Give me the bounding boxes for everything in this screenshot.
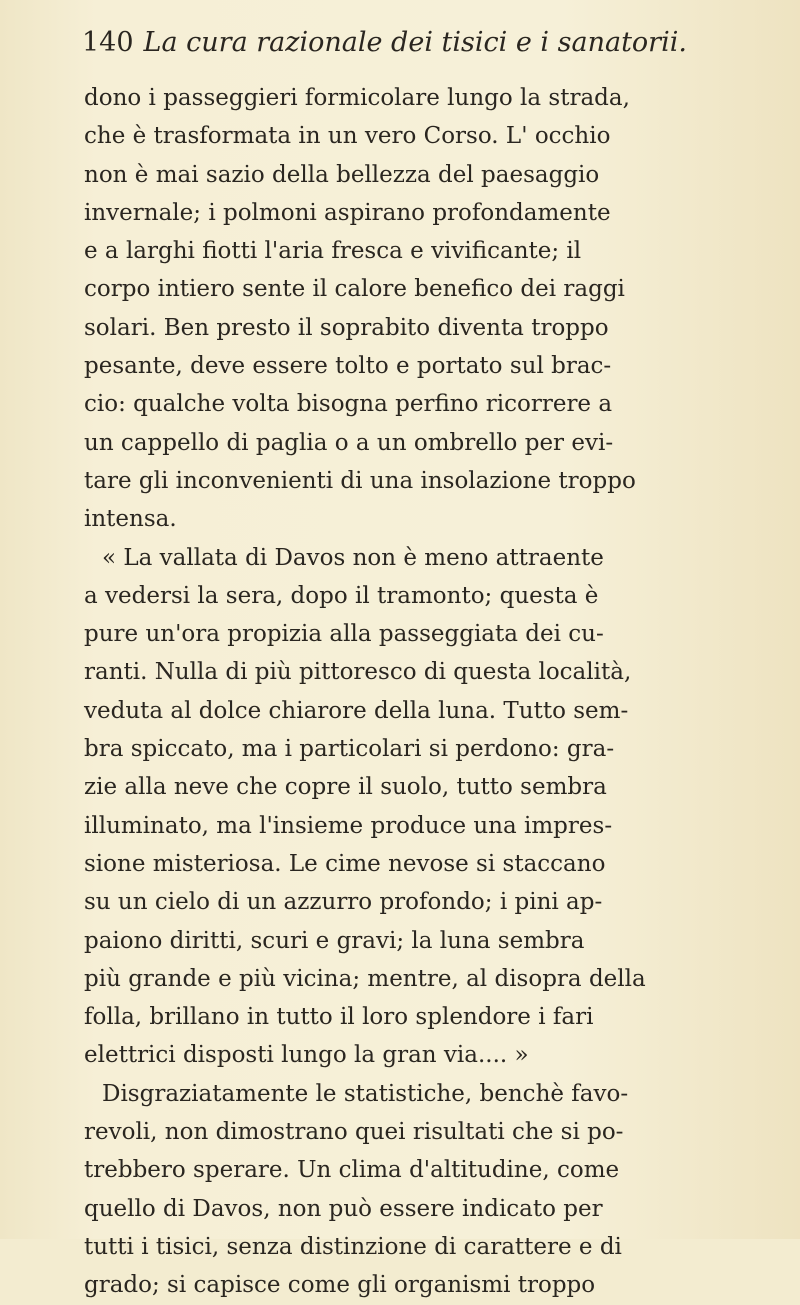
text-line: corpo intiero sente il calore benefico dei raggi — [84, 276, 625, 303]
text-line: ranti. Nulla di più pittoresco di questa località, — [84, 659, 632, 686]
text-line: pure un'ora propizia alla passeggiata dei cu- — [84, 621, 604, 648]
text-line: e a larghi fiotti l'aria fresca e vivificante; il — [84, 238, 582, 265]
text-line: cio: qualche volta bisogna perfino ricorrere a — [84, 391, 613, 418]
text-line: folla, brillano in tutto il loro splendore i fari — [84, 1004, 594, 1031]
body-text — [84, 79, 774, 1305]
text-line: elettrici disposti lungo la gran via.... » — [84, 1042, 529, 1069]
running-head — [82, 26, 772, 60]
text-line: su un cielo di un azzurro profondo; i pini ap- — [84, 889, 603, 916]
text-line: invernale; i polmoni aspirano profondamente — [84, 199, 611, 226]
text-line: grado; si capisce come gli organismi troppo — [84, 1272, 596, 1299]
text-line: non è mai sazio della bellezza del paesaggio — [84, 161, 600, 188]
text-line: tutti i tisici, senza distinzione di carattere e di — [84, 1233, 622, 1260]
text-line: trebbero sperare. Un clima d'altitudine, come — [84, 1157, 620, 1184]
text-line: a vedersi la sera, dopo il tramonto; questa è — [84, 582, 599, 609]
text-line: più grande e più vicina; mentre, al disopra della — [84, 965, 646, 992]
text-line: solari. Ben presto il soprabito diventa troppo — [84, 314, 609, 341]
text-line: bra spiccato, ma i particolari si perdono: gra- — [84, 736, 615, 763]
text-line: quello di Davos, non può essere indicato per — [84, 1195, 603, 1222]
text-line: paiono diritti, scuri e gravi; la luna sembra — [84, 927, 585, 954]
text-line: sione misteriosa. Le cime nevose si staccano — [84, 850, 606, 877]
text-line: illuminato, ma l'insieme produce una impres- — [84, 812, 613, 839]
text-line: dono i passeggieri formicolare lungo la strada, — [84, 85, 630, 111]
text-line: un cappello di paglia o a un ombrello per evi- — [84, 429, 614, 456]
running-title: La cura razionale dei tisici e i sanatorii. — [143, 27, 687, 58]
text-line: pesante, deve essere tolto e portato sul brac- — [84, 353, 612, 380]
text-line: Disgraziatamente le statistiche, benchè favo- — [102, 1080, 629, 1107]
text-line: zie alla neve che copre il suolo, tutto sembra — [84, 774, 607, 801]
text-line: che è trasformata in un vero Corso. L' occhio — [84, 123, 611, 150]
text-line: intensa. — [84, 506, 177, 533]
text-line: veduta al dolce chiarore della luna. Tutto sem- — [84, 697, 629, 724]
page-number: 140 — [82, 27, 134, 58]
text-line: « La vallata di Davos non è meno attraente — [102, 544, 604, 571]
text-line: revoli, non dimostrano quei risultati che si po- — [84, 1119, 624, 1146]
text-line: tare gli inconvenienti di una insolazione troppo — [84, 467, 636, 494]
